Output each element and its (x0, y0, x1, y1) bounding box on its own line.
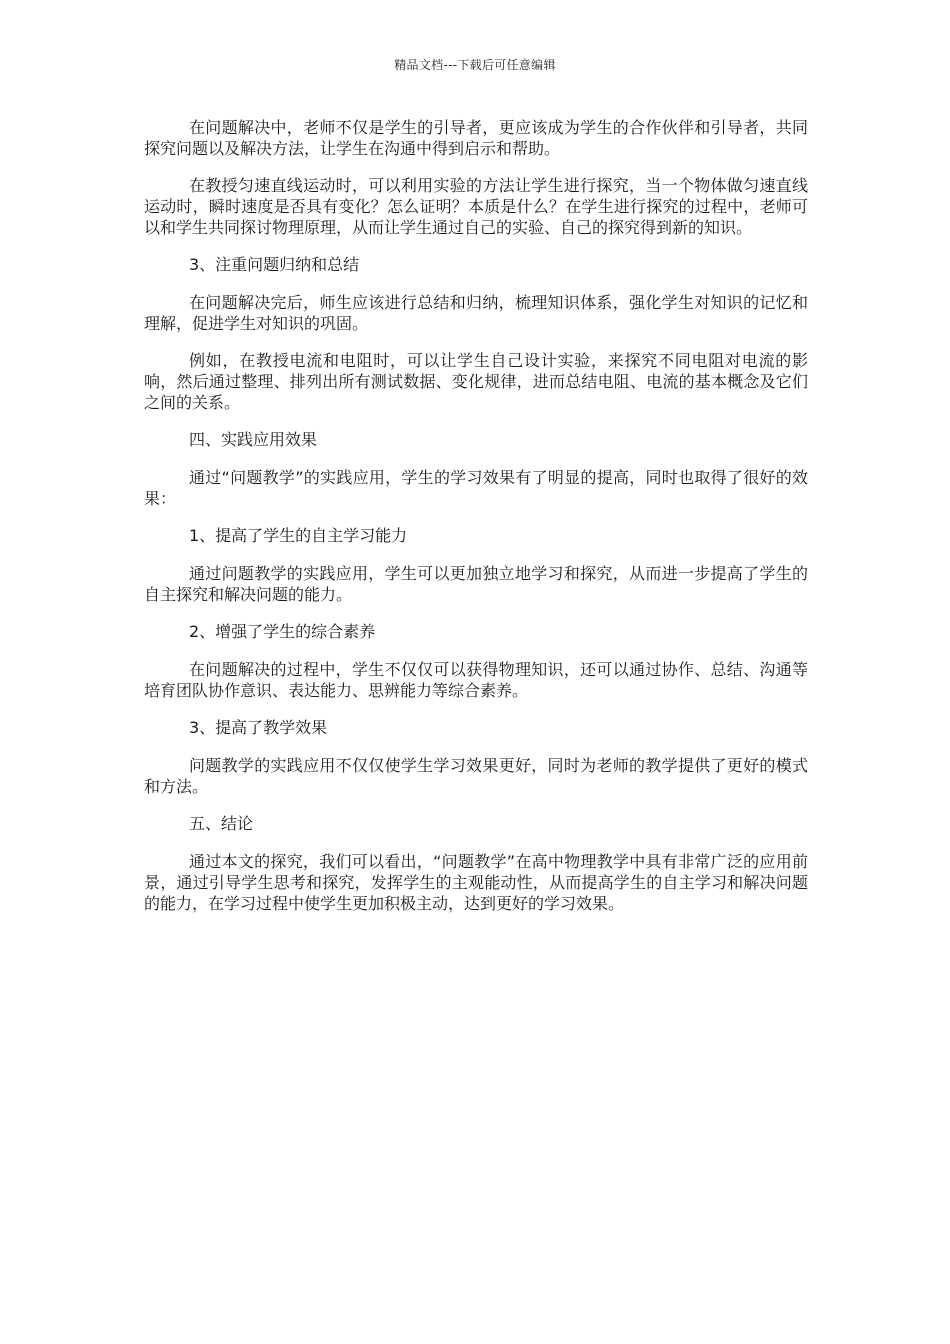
paragraph: 通过“问题教学”的实践应用，学生的学习效果有了明显的提高，同时也取得了很好的效果： (144, 468, 808, 508)
paragraph: 通过本文的探究，我们可以看出，“问题教学”在高中物理教学中具有非常广泛的应用前景，通过引导学生思考和探究，发挥学生的主观能动性，从而提高学生的自主学习和解决问题的能力，在学习过程中使学生更加积极主动，达到更好的学习效果。 (144, 852, 808, 913)
paragraph: 在问题解决中，老师不仅是学生的引导者，更应该成为学生的合作伙伴和引导者，共同探究问题以及解决方法，让学生在沟通中得到启示和帮助。 (144, 118, 808, 158)
section-heading: 五、结论 (189, 814, 254, 833)
paragraph: 在问题解决的过程中，学生不仅仅可以获得物理知识，还可以通过协作、总结、沟通等培育团队协作意识、表达能力、思辨能力等综合素养。 (144, 660, 808, 700)
paragraph: 在问题解决完后，师生应该进行总结和归纳，梳理知识体系，强化学生对知识的记忆和理解，促进学生对知识的巩固。 (144, 293, 808, 333)
section-heading: 1、提高了学生的自主学习能力 (189, 526, 408, 545)
document-body (144, 117, 808, 930)
section-heading: 四、实践应用效果 (189, 430, 318, 449)
paragraph: 在教授匀速直线运动时，可以利用实验的方法让学生进行探究，当一个物体做匀速直线运动时，瞬时速度是否具有变化？怎么证明？本质是什么？在学生进行探究的过程中，老师可以和学生共同探讨物理原理，从而让学生通过自己的实验、自己的探究得到新的知识。 (144, 176, 808, 237)
section-heading: 3、注重问题归纳和总结 (189, 255, 360, 274)
paragraph: 通过问题教学的实践应用，学生可以更加独立地学习和探究，从而进一步提高了学生的自主探究和解决问题的能力。 (144, 564, 808, 604)
section-heading: 3、提高了教学效果 (189, 718, 328, 737)
page-header: 精品文档---下载后可任意编辑 (394, 58, 556, 72)
paragraph: 例如，在教授电流和电阻时，可以让学生自己设计实验，来探究不同电阻对电流的影响，然后通过整理、排列出所有测试数据、变化规律，进而总结电阻、电流的基本概念及它们之间的关系。 (144, 351, 808, 412)
section-heading: 2、增强了学生的综合素养 (189, 622, 376, 641)
paragraph: 问题教学的实践应用不仅仅使学生学习效果更好，同时为老师的教学提供了更好的模式和方法。 (144, 756, 808, 796)
